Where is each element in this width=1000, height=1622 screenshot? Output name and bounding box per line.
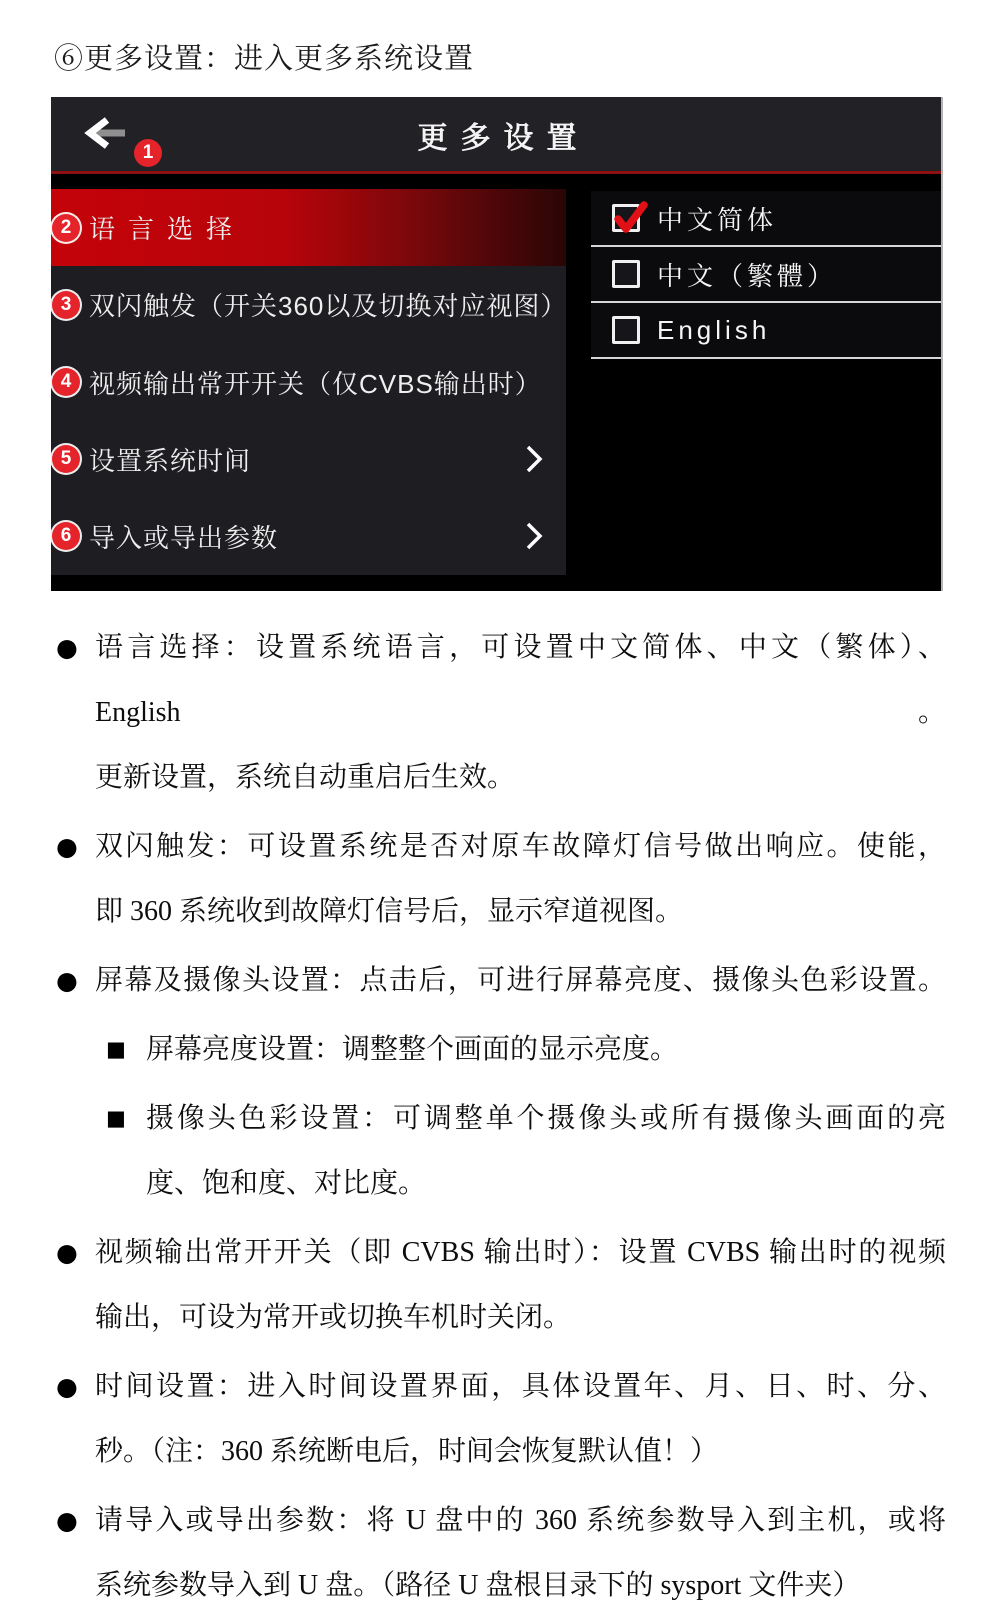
- bullet-line: 屏幕及摄像头设置：点击后，可进行屏幕亮度、摄像头色彩设置。: [95, 965, 946, 996]
- check-icon: [611, 199, 647, 235]
- bullet-dot-icon: ●: [56, 1372, 78, 1401]
- menu-item-1[interactable]: [51, 189, 566, 266]
- language-label: 中文简体: [657, 204, 778, 235]
- bullet-square-icon: ■: [106, 1037, 126, 1061]
- bullet-dot-icon: ●: [56, 966, 78, 995]
- chevron-right-icon: [524, 444, 544, 474]
- callout-badge-5: 5: [52, 445, 80, 473]
- bullet-line: 系统参数导入到 U 盘。（路径 U 盘根目录下的 sysport 文件夹）: [95, 1570, 861, 1601]
- bullet-item: [54, 1488, 946, 1618]
- checkbox-unchecked[interactable]: [612, 260, 640, 288]
- bullet-line: 即 360 系统收到故障灯信号后，显示窄道视图。: [95, 896, 684, 927]
- chevron-right-icon: [524, 521, 544, 551]
- bullet-item: [54, 1017, 946, 1082]
- bullet-line: 更新设置，系统自动重启后生效。: [95, 762, 516, 793]
- callout-badge-2: 2: [52, 214, 80, 242]
- bullet-dot-icon: ●: [56, 1238, 78, 1267]
- bullet-line: 时间设置：进入时间设置界面，具体设置年、月、日、时、分、: [95, 1371, 946, 1402]
- bullet-dot-icon: ●: [56, 1506, 78, 1535]
- menu-item-3[interactable]: [51, 343, 566, 420]
- bullet-item: [54, 1354, 946, 1484]
- callout-badge-4: 4: [52, 368, 80, 396]
- screen-title: 更多设置: [417, 121, 590, 155]
- header-divider: [51, 171, 943, 174]
- settings-screenshot: [51, 97, 943, 591]
- language-label: English: [657, 314, 771, 345]
- bullet-dot-icon: ●: [56, 633, 78, 662]
- bullet-line: 语言选择：设置系统语言，可设置中文简体、中文（繁体）、English。: [95, 632, 946, 728]
- bullet-line: 双闪触发：可设置系统是否对原车故障灯信号做出响应。使能，: [95, 831, 946, 862]
- back-button[interactable]: [81, 116, 129, 150]
- description-list: [54, 615, 946, 1622]
- menu-item-label: 双闪触发（开关360以及切换对应视图）: [89, 291, 568, 322]
- bullet-line: 摄像头色彩设置：可调整单个摄像头或所有摄像头画面的亮: [146, 1103, 946, 1134]
- menu-item-5[interactable]: [51, 498, 566, 575]
- callout-badge-3: 3: [52, 291, 80, 319]
- bullet-line: 请导入或导出参数：将 U 盘中的 360 系统参数导入到主机，或将: [95, 1505, 946, 1536]
- language-option-2[interactable]: [591, 247, 943, 303]
- bullet-line: 输出，可设为常开或切换车机时关闭。: [95, 1302, 572, 1333]
- section-heading: ⑥更多设置：进入更多系统设置: [54, 43, 475, 75]
- bullet-item: [54, 1220, 946, 1350]
- menu-item-2[interactable]: [51, 266, 566, 343]
- menu-item-label: 语言选择: [89, 214, 246, 245]
- bullet-line: 视频输出常开开关（即 CVBS 输出时）：设置 CVBS 输出时的视频: [95, 1237, 946, 1268]
- language-label: 中文（繁體）: [657, 260, 838, 291]
- settings-menu: [51, 189, 566, 575]
- screenshot-header: [51, 97, 943, 172]
- bullet-item: [54, 615, 946, 810]
- bullet-line: 秒。（注：360 系统断电后，时间会恢复默认值！）: [95, 1436, 719, 1467]
- language-option-1[interactable]: [591, 191, 943, 247]
- checkbox-unchecked[interactable]: [612, 316, 640, 344]
- menu-item-label: 设置系统时间: [89, 445, 252, 476]
- bullet-line: 屏幕亮度设置：调整整个画面的显示亮度。: [146, 1034, 679, 1065]
- bullet-line: 度、饱和度、对比度。: [146, 1168, 427, 1199]
- language-list: [591, 191, 943, 359]
- menu-item-label: 导入或导出参数: [89, 522, 279, 553]
- menu-item-label: 视频输出常开开关（仅CVBS输出时）: [89, 368, 542, 399]
- bullet-item: [54, 1086, 946, 1216]
- bullet-dot-icon: ●: [56, 832, 78, 861]
- callout-badge-1: 1: [134, 139, 162, 167]
- menu-item-4[interactable]: [51, 421, 566, 498]
- checkbox-checked[interactable]: [612, 204, 640, 232]
- back-arrow-icon: [81, 116, 129, 150]
- callout-badge-6: 6: [52, 522, 80, 550]
- bullet-square-icon: ■: [106, 1106, 126, 1130]
- bullet-item: [54, 814, 946, 944]
- language-option-3[interactable]: [591, 303, 943, 359]
- bullet-item: [54, 948, 946, 1013]
